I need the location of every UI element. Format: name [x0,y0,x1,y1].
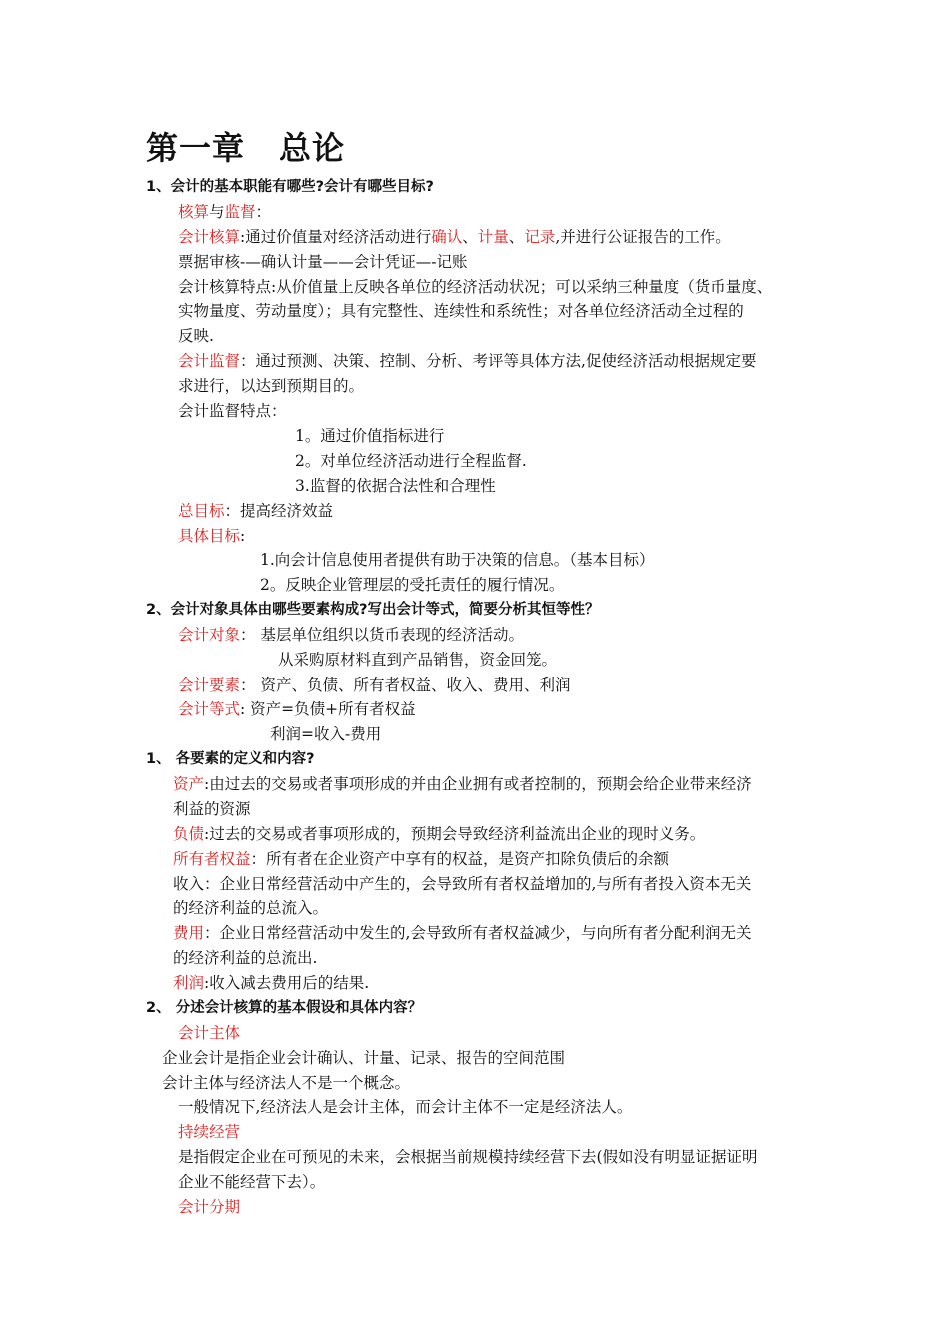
list-item: 1.向会计信息使用者提供有助于决策的信息。（基本目标） [260,551,655,569]
question-3-heading: 1、 各要素的定义和内容? [146,751,315,767]
text: ：提高经济效益 [224,502,334,520]
paragraph: 反映. [178,327,214,345]
paragraph: 实物量度、劳动量度）；具有完整性、连续性和系统性；对各单位经济活动全过程的 [178,302,744,320]
paragraph [178,624,524,646]
question-4-heading: 2、 分述会计核算的基本假设和具体内容？ [146,1000,423,1016]
paragraph: 企业不能经营下去）。 [178,1173,326,1191]
term-highlight: 计量 [477,228,509,246]
text: ： 资产、负债、所有者权益、收入、费用、利润 [240,676,571,694]
paragraph [178,674,570,696]
text: ： [255,203,272,221]
paragraph: 收入：企业日常经营活动中产生的，会导致所有者权益增加的,与所有者投入资本无关 [173,875,752,893]
paragraph: 的经济利益的总流出. [173,949,318,967]
paragraph [173,972,369,994]
term-highlight: 会计对象 [178,626,241,644]
term-highlight: 资产 [173,775,205,793]
paragraph: 票据审核-—确认计量——会计凭证—-记账 [178,253,468,271]
list-item: 3.监督的依据合法性和合理性 [295,477,496,495]
term-highlight: 监督 [224,203,256,221]
term-highlight: 会计要素 [178,676,241,694]
text: : 资产=负债+所有者权益 [240,700,416,718]
paragraph [173,922,751,944]
question-2-heading: 2、会计对象具体由哪些要素构成?写出会计等式，简要分析其恒等性？ [146,602,600,618]
term-highlight: 利润 [173,974,205,992]
paragraph [178,500,333,522]
paragraph [178,525,245,547]
paragraph: 的经济利益的总流入。 [173,899,329,917]
chapter-title [146,124,345,172]
paragraph: 会计主体与经济法人不是一个概念。 [162,1074,411,1092]
paragraph [178,226,731,248]
paragraph: 一般情况下,经济法人是会计主体，而会计主体不一定是经济法人。 [178,1098,633,1116]
text: ：通过预测、决策、控制、分析、考评等具体方法,促使经济活动根据规定要 [240,352,757,370]
text: :通过价值量对经济活动进行 [240,228,432,246]
chapter-name: 总论 [279,129,346,167]
text: ,并进行公证报告的工作。 [555,228,731,246]
term-highlight: 具体目标 [178,527,241,545]
term-highlight: 总目标 [178,502,225,520]
subheading-accounting-period: 会计分期 [178,1198,241,1216]
term-highlight: 确认 [431,228,463,246]
list-item: 1。通过价值指标进行 [295,427,445,445]
term-highlight: 核算 [178,203,210,221]
term-highlight: 费用 [173,924,205,942]
term-highlight: 会计核算 [178,228,241,246]
paragraph: 求进行，以达到预期目的。 [178,377,365,395]
text: 与 [209,203,225,221]
paragraph [173,848,669,870]
paragraph [178,698,416,720]
paragraph: 利益的资源 [173,800,251,818]
text: 、 [508,228,525,246]
text: :收入减去费用后的结果. [204,974,370,992]
text: :过去的交易或者事项形成的，预期会导致经济利益流出企业的现时义务。 [204,825,706,843]
term-highlight: 会计监督 [178,352,241,370]
term-highlight: 记录 [524,228,556,246]
paragraph [173,773,752,795]
list-item: 2。对单位经济活动进行全程监督. [295,452,527,470]
text: ：企业日常经营活动中发生的,会导致所有者权益减少，与向所有者分配利润无关 [204,924,752,942]
paragraph [178,350,756,372]
chapter-number: 第一章 [146,129,246,167]
text: ：所有者在企业资产中享有的权益，是资产扣除负债后的余额 [250,850,670,868]
text: ： 基层单位组织以货币表现的经济活动。 [240,626,524,644]
term-highlight: 会计等式 [178,700,241,718]
paragraph: 会计监督特点： [178,402,287,420]
term-highlight: 所有者权益 [173,850,251,868]
paragraph [178,201,271,223]
paragraph: 企业会计是指企业会计确认、计量、记录、报告的空间范围 [162,1049,566,1067]
list-item: 2。反映企业管理层的受托责任的履行情况。 [260,576,565,594]
text: :由过去的交易或者事项形成的并由企业拥有或者控制的，预期会给企业带来经济 [204,775,752,793]
text: 、 [462,228,478,246]
subheading-accounting-entity: 会计主体 [178,1024,241,1042]
paragraph: 利润=收入-费用 [270,725,382,743]
paragraph: 从采购原材料直到产品销售，资金回笼。 [278,651,558,669]
text: : [240,527,246,545]
question-1-heading: 1、会计的基本职能有哪些?会计有哪些目标? [146,179,434,195]
paragraph [173,823,705,845]
paragraph: 是指假定企业在可预见的未来，会根据当前规模持续经营下去(假如没有明显证据证明 [178,1148,758,1166]
term-highlight: 负债 [173,825,205,843]
paragraph: 会计核算特点:从价值量上反映各单位的经济活动状况；可以采纳三种量度（货币量度、 [178,278,773,296]
subheading-going-concern: 持续经营 [178,1123,241,1141]
